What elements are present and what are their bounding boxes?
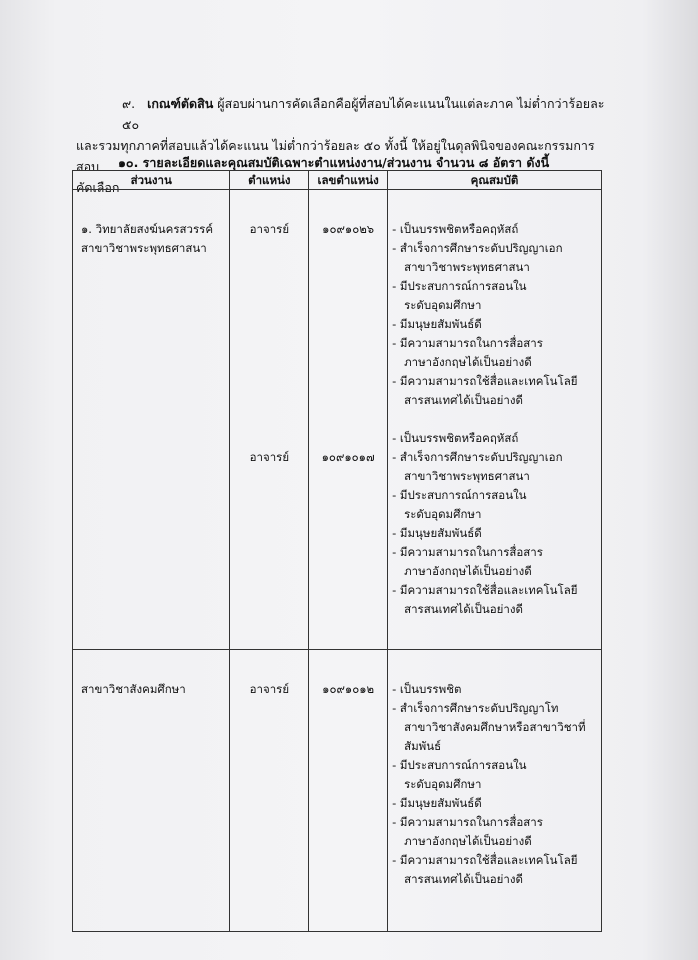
qualification-item: ภาษาอังกฤษได้เป็นอย่างดี — [404, 355, 532, 369]
header-position-number: เลขตำแหน่ง — [309, 171, 388, 190]
qualification-item: - มีความสามารถในการสื่อสาร — [392, 545, 543, 559]
position-number: ๑๐๙๑๐๑๗ — [321, 450, 375, 464]
qualification-item: ระดับอุดมศึกษา — [404, 298, 482, 312]
qualification-item: - เป็นบรรพชิตหรือคฤหัสถ์ — [392, 222, 519, 236]
qualification-item: - มีความสามารถในการสื่อสาร — [392, 815, 543, 829]
qualification-item: - มีความสามารถใช้สื่อและเทคโนโลยี — [392, 853, 578, 867]
unit-program: สาขาวิชาสังคมศึกษา — [81, 682, 186, 696]
position-number: ๑๐๙๑๐๑๒ — [322, 682, 375, 696]
qualification-list — [392, 429, 599, 619]
position-title: อาจารย์ — [249, 222, 290, 236]
qualification-item: สาขาวิชาพระพุทธศาสนา — [404, 260, 530, 274]
qualification-item: สารสนเทศได้เป็นอย่างดี — [404, 393, 523, 407]
qualifications-cell — [388, 650, 602, 932]
qualification-item: - มีความสามารถในการสื่อสาร — [392, 336, 543, 350]
section-9-line3: คัดเลือก — [76, 180, 120, 195]
qualification-item: ภาษาอังกฤษได้เป็นอย่างดี — [404, 834, 532, 848]
section-9-line1: ผู้สอบผ่านการคัดเลือกคือผู้ที่สอบได้คะแนนในแต่ละภาค ไม่ต่ำกว่าร้อยละ ๕๐ — [122, 96, 605, 132]
qualification-item: - มีมนุษยสัมพันธ์ดี — [392, 796, 482, 810]
qualification-item: ระดับอุดมศึกษา — [404, 777, 482, 791]
table-header-row — [73, 171, 602, 190]
qualification-item: - มีความสามารถใช้สื่อและเทคโนโลยี — [392, 583, 578, 597]
position-number-cell — [309, 190, 388, 650]
position-title: อาจารย์ — [249, 682, 290, 696]
qualifications-cell — [388, 190, 602, 650]
header-unit: ส่วนงาน — [73, 171, 230, 190]
qualification-item: - สำเร็จการศึกษาระดับปริญญาเอก — [392, 241, 563, 255]
qualification-item: สาขาวิชาพระพุทธศาสนา — [404, 469, 530, 483]
qualification-item: - มีประสบการณ์การสอนใน — [392, 488, 527, 502]
qualification-item: สารสนเทศได้เป็นอย่างดี — [404, 872, 523, 886]
qualification-item: - เป็นบรรพชิตหรือคฤหัสถ์ — [392, 431, 519, 445]
header-position: ตำแหน่ง — [230, 171, 309, 190]
header-qualifications: คุณสมบัติ — [388, 171, 602, 190]
qualification-item: - สำเร็จการศึกษาระดับปริญญาโท — [392, 701, 559, 715]
qualification-item: - มีมนุษยสัมพันธ์ดี — [392, 526, 482, 540]
qualification-item: ระดับอุดมศึกษา — [404, 507, 482, 521]
section-10-heading: ๑๐. รายละเอียดและคุณสมบัติเฉพาะตำแหน่งงาน/ส่วนงาน จำนวน ๘ อัตรา ดังนี้ — [118, 155, 550, 170]
qualification-item: สาขาวิชาสังคมศึกษาหรือสาขาวิชาที่ — [404, 720, 586, 734]
qualification-list — [392, 220, 599, 410]
position-cell — [230, 650, 309, 932]
position-title: อาจารย์ — [249, 450, 290, 464]
qualification-item: - มีประสบการณ์การสอนใน — [392, 758, 527, 772]
position-number: ๑๐๙๑๐๒๖ — [322, 222, 375, 236]
qualification-item: - มีมนุษยสัมพันธ์ดี — [392, 317, 482, 331]
positions-table — [72, 170, 602, 932]
position-cell — [230, 190, 309, 650]
position-number-cell — [309, 650, 388, 932]
unit-name: ๑. วิทยาลัยสงฆ์นครสวรรค์ — [81, 222, 214, 236]
qualification-item: - สำเร็จการศึกษาระดับปริญญาเอก — [392, 450, 563, 464]
table-row — [73, 190, 602, 650]
qualification-item: - เป็นบรรพชิต — [392, 682, 462, 696]
unit-cell — [73, 190, 230, 650]
unit-program: สาขาวิชาพระพุทธศาสนา — [81, 241, 207, 255]
table-row — [73, 650, 602, 932]
unit-cell — [73, 650, 230, 932]
section-9-line2: และรวมทุกภาคที่สอบแล้วได้คะแนน ไม่ต่ำกว่าร้อยละ ๕๐ ทั้งนี้ ให้อยู่ในดุลพินิจของคณะกรรมการสอบ — [76, 138, 595, 174]
qualification-item: สัมพันธ์ — [404, 739, 442, 753]
section-9-number: ๙. — [122, 96, 136, 111]
qualification-item: สารสนเทศได้เป็นอย่างดี — [404, 602, 523, 616]
section-9-title: เกณฑ์ตัดสิน — [147, 96, 214, 111]
qualification-item: - มีความสามารถใช้สื่อและเทคโนโลยี — [392, 374, 578, 388]
qualification-item: - มีประสบการณ์การสอนใน — [392, 279, 527, 293]
qualification-item: ภาษาอังกฤษได้เป็นอย่างดี — [404, 564, 532, 578]
